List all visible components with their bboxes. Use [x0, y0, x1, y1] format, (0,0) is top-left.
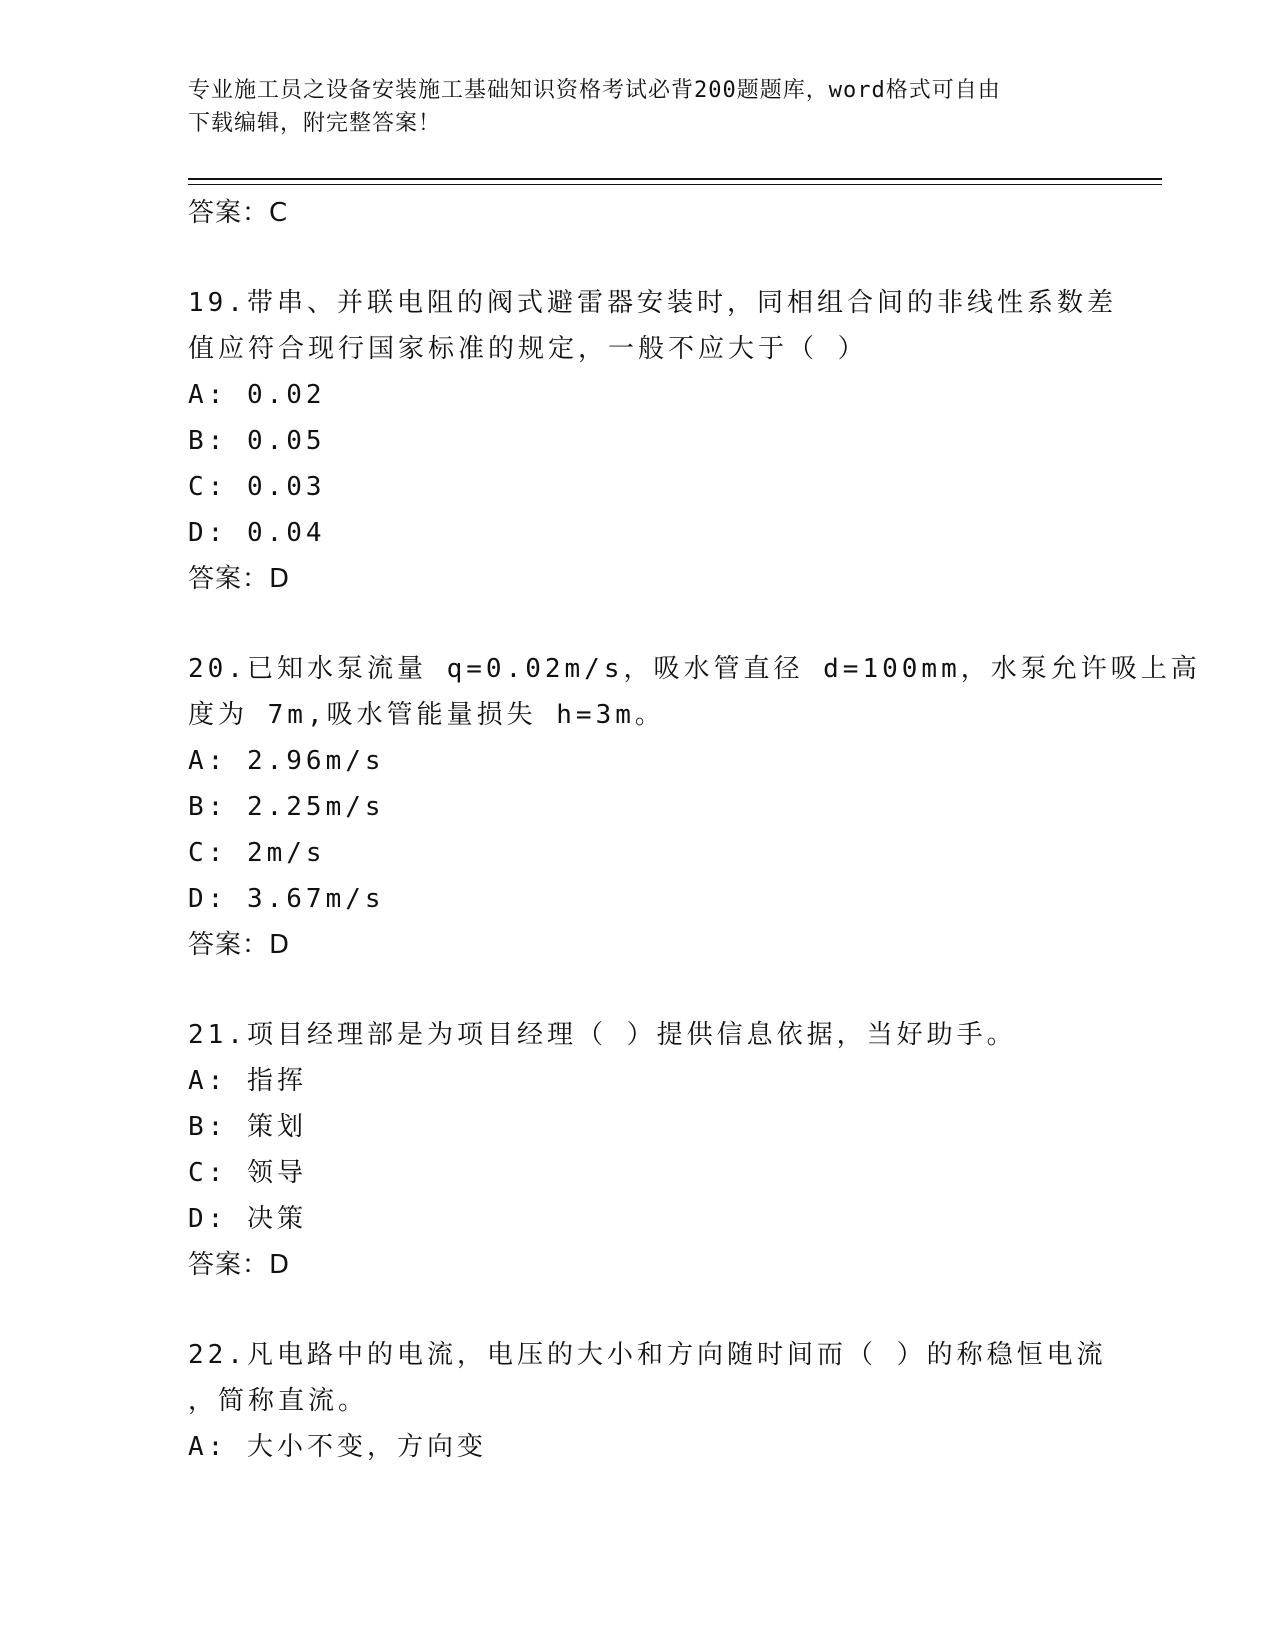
option-b: B: 策划 — [188, 1112, 307, 1142]
question-22 — [188, 1332, 1107, 1470]
option-b: B: 0.05 — [188, 426, 326, 456]
header-rule-thin — [188, 184, 1162, 185]
question-list — [188, 190, 1201, 1470]
answer: 答案：D — [188, 1250, 291, 1280]
question-20 — [188, 646, 1201, 968]
question-stem-line: 值应符合现行国家标准的规定，一般不应大于（ ） — [188, 334, 868, 364]
page-header — [188, 74, 1088, 140]
header-line-2: 下载编辑，附完整答案！ — [188, 111, 442, 136]
question-stem-line: 21.项目经理部是为项目经理（ ）提供信息依据，当好助手。 — [188, 1020, 1017, 1050]
answer: 答案：D — [188, 564, 291, 594]
option-d: D: 0.04 — [188, 518, 326, 548]
option-d: D: 决策 — [188, 1204, 307, 1234]
spacer — [188, 968, 1088, 1012]
answer: 答案：D — [188, 930, 291, 960]
option-c: C: 领导 — [188, 1158, 307, 1188]
previous-answer: 答案：C — [188, 198, 289, 228]
spacer — [188, 1288, 1088, 1332]
spacer — [188, 602, 1088, 646]
option-a: A: 大小不变，方向变 — [188, 1432, 487, 1462]
question-stem-line: 20.已知水泵流量 q=0.02m/s，吸水管直径 d=100mm，水泵允许吸上高 — [188, 654, 1201, 684]
option-c: C: 2m/s — [188, 838, 326, 868]
option-d: D: 3.67m/s — [188, 884, 385, 914]
header-rule-thick — [188, 178, 1162, 180]
question-21 — [188, 1012, 1088, 1288]
option-a: A: 指挥 — [188, 1066, 307, 1096]
question-19 — [188, 280, 1117, 602]
option-b: B: 2.25m/s — [188, 792, 385, 822]
header-line-1: 专业施工员之设备安装施工基础知识资格考试必背200题题库，word格式可自由 — [188, 78, 1001, 103]
question-stem-line: ，简称直流。 — [188, 1386, 369, 1416]
question-stem-line: 22.凡电路中的电流，电压的大小和方向随时间而（ ）的称稳恒电流 — [188, 1340, 1107, 1370]
option-a: A: 0.02 — [188, 380, 326, 410]
option-c: C: 0.03 — [188, 472, 326, 502]
spacer — [188, 236, 1088, 280]
option-a: A: 2.96m/s — [188, 746, 385, 776]
question-stem-line: 19.带串、并联电阻的阀式避雷器安装时，同相组合间的非线性系数差 — [188, 288, 1117, 318]
question-stem-line: 度为 7m,吸水管能量损失 h=3m。 — [188, 700, 665, 730]
